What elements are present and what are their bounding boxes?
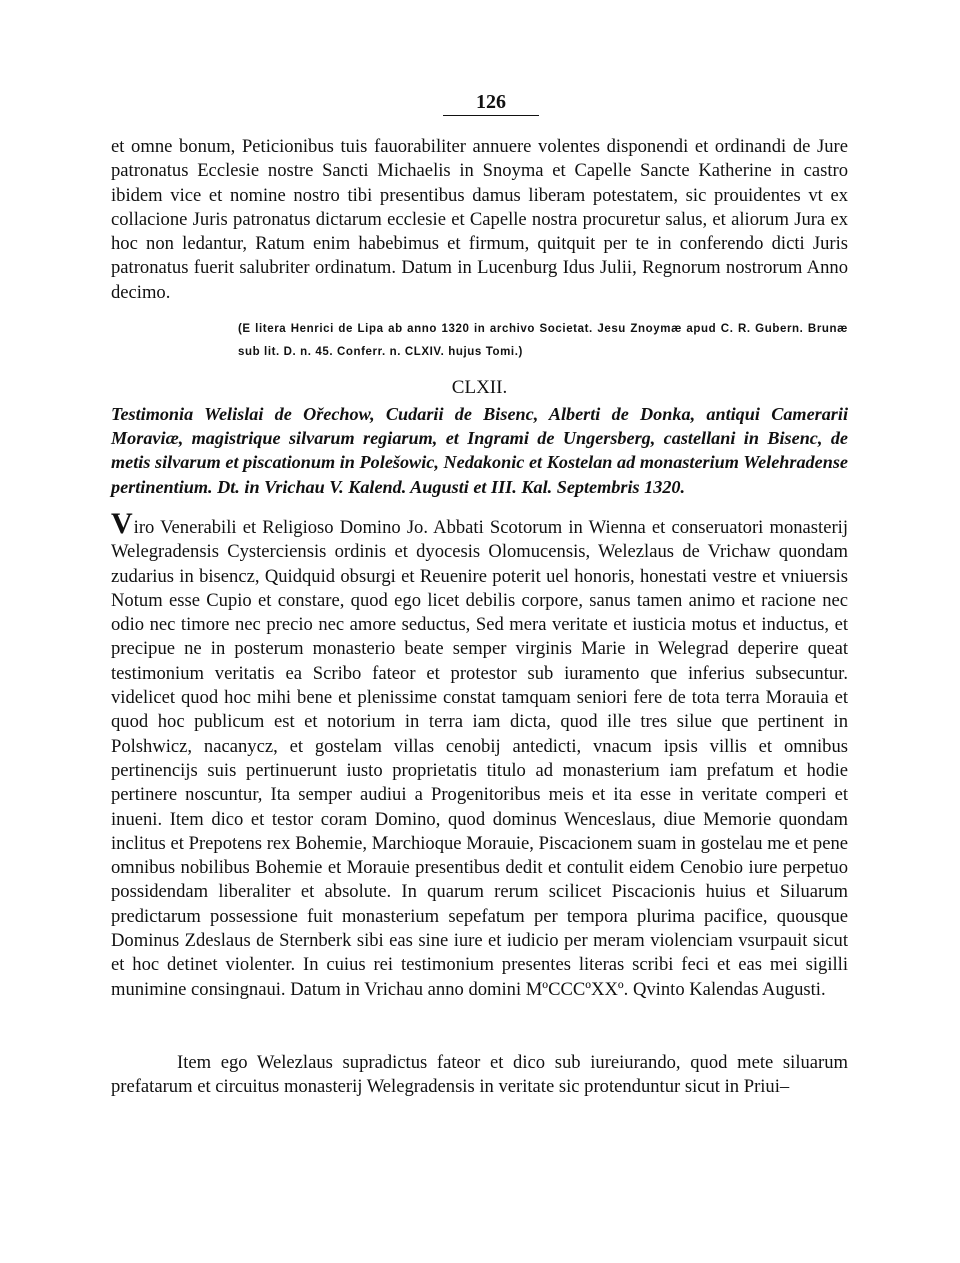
paragraph-testimony-text: iro Venerabili et Religioso Domino Jo. Abbati Scotorum in Wienna et conseruatori monasterij Welegradensis Cysterciensis ordinis et dyocesis Olomucensis, Welezlaus de Vrichaw quondam zudarius in bisencz, Quidquid obsurgi et Reuenire poterit uel honoris, honestati vestre et vniuersis Notum esse Cupio et constare, quod ego licet debilis corpore, sanus tamen animo et racione nec odio nec timore nec precio nec amore seductus, Sed mera veritate et iusticia motus et inductus, et precipue ne in posterum monasterio beate semper virginis Marie in Welegrad deperire queat testimonium veritatis ea Scribo fateor et protestor sub iuramento que inferius subsecuntur. videlicet quod hoc mihi bene et plenissime constat tamquam seniori fere de tota terra Morauia et quod hoc publicum est et notorium in terra iam dicta, quod ille tres silue que pertinent in Polshwicz, nacanycz, et gostelam villas cenobij antedicti, vnacum ipsis villis et omnibus pertinencijs suis pertinuerunt iusto proprietatis titulo ad monasterium iam prefatum et hodie pertinere noscuntur, Ita semper audiui a Progenitoribus meis et ita esse in veritate comperi et inueni. Item dico et testor coram Domino, quod dominus Wenceslaus, diue Memorie quondam inclitus et Prepotens rex Bohemie, Marchioque Morauie, Piscacionem suam in gostelau me et pene omnibus nobilibus Bohemie et Morauie presentibus dedit et contulit eidem Cenobio iure perpetuo possidendam liberaliter et absolute. In quarum rerum scilicet Piscacionis huius et Siluarum predictarum possessione fuit monasterium sepefatum per tempora plurima pacifice, quousque Dominus Zdeslaus de Sternberk sibi eas sine iure et iudicio per meram violenciam vsurpauit sicut et hoc detinet violenter. In cuius rei testimonium presentes literas scribi feci et eas mei sigilli munimine consingnaui. Datum in Vrichau anno domini MºCCCºXXº. Qvinto Kalendas Augusti.	[111, 517, 848, 1000]
paragraph-testimony	[111, 507, 848, 1002]
document-regest: Testimonia Welislai de Ořechow, Cudarii de Bisenc, Alberti de Donka, antiqui Camerarii Moraviæ, magistrique silvarum regiarum, et Ingrami de Ungersberg, castellani in Bisenc, de metis silvarum et piscationum in Polešowic, Nedakonic et Kostelan ad monasterium Welehradense pertinentium. Dt. in Vrichau V. Kalend. Augusti et III. Kal. Septembris 1320.	[111, 404, 848, 497]
page-number: 126	[443, 90, 539, 116]
source-note: (E litera Henrici de Lipa ab anno 1320 in archivo Societat. Jesu Znoymæ apud C. R. Gubern. Brunæ sub lit. D. n. 45. Conferr. n. CLXIV. hujus Tomi.)	[238, 323, 848, 358]
paragraph-charter-end: et omne bonum, Peticionibus tuis fauorabiliter annuere volentes disponendi et ordinandi de Jure patronatus Ecclesie nostre Sancti Michaelis in Snoyma et Capelle Sancte Katherine in castro ibidem vice et nomine nostro tibi presentibus damus liberam potestatem, sic prouidentes vt ex collacione Juris patronatus dictarum ecclesie et Capelle nostra procuretur salus, et aliorum Jura ex hoc non ledantur, Ratum enim habebimus et firmum, quitquit per te in conferendo dicti Juris patronatus fuerit salubriter ordinatum. Datum in Lucenburg Idus Julii, Regnorum nostrorum Anno decimo.	[111, 136, 848, 303]
document-number: CLXII.	[451, 377, 508, 398]
drop-initial: V	[111, 507, 133, 540]
paragraph-continuation: Item ego Welezlaus supradictus fateor et dico sub iureiurando, quod mete siluarum prefatarum et circuitus monasterij Welegradensis in veritate sic protenduntur sicut in Priui–	[111, 1052, 848, 1098]
